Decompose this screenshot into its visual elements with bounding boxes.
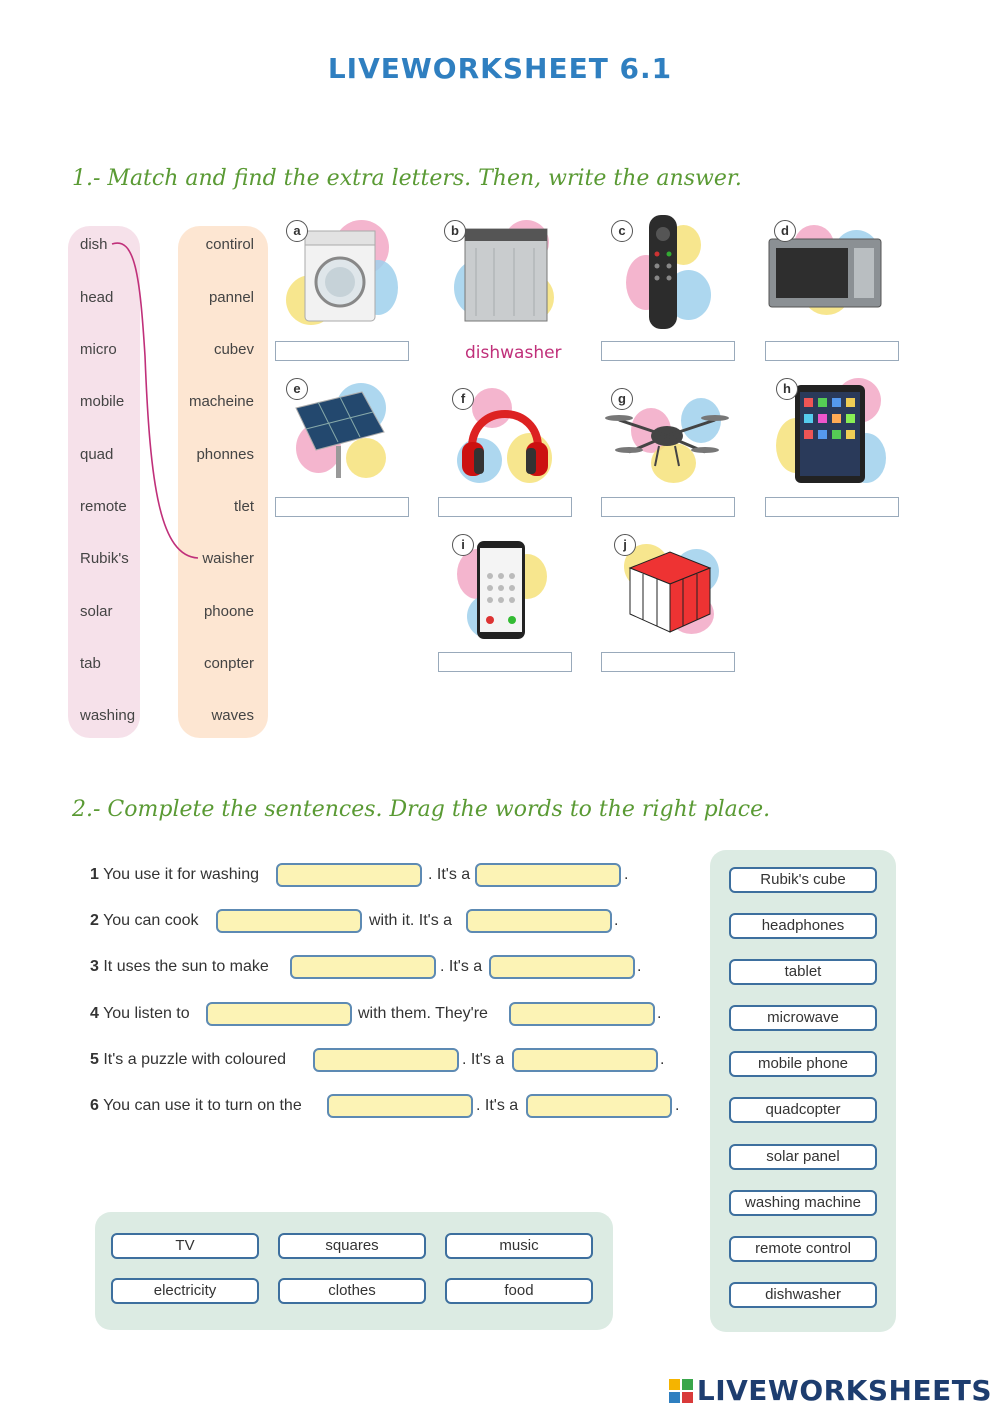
drag-chip[interactable]: headphones (729, 913, 877, 939)
drag-chip[interactable]: electricity (111, 1278, 259, 1304)
drag-chip[interactable]: mobile phone (729, 1051, 877, 1077)
card-letter: j (614, 534, 636, 556)
sentence-1-end: . (624, 866, 629, 883)
card-letter: e (286, 378, 308, 400)
sentence-3: 3 It uses the sun to make (90, 958, 269, 975)
sentence-1: 1 You use it for washing (90, 866, 260, 883)
blank-4b[interactable] (509, 1002, 655, 1026)
drag-chip[interactable]: solar panel (729, 1144, 877, 1170)
answer-input-a[interactable] (275, 341, 409, 361)
left-word[interactable]: micro (80, 341, 117, 358)
sentence-2-end: . (614, 912, 619, 929)
mobile-phone-icon (476, 540, 526, 640)
drag-chip[interactable]: clothes (278, 1278, 426, 1304)
drag-chip[interactable]: Rubik's cube (729, 867, 877, 893)
answer-b-text: dishwasher (465, 343, 562, 363)
card-b (444, 220, 554, 335)
left-word[interactable]: dish (80, 236, 108, 253)
right-word[interactable]: phonnes (196, 446, 254, 463)
answer-input-e[interactable] (275, 497, 409, 517)
sentence-3-end: . (637, 958, 642, 975)
sentence-6: 6 You can use it to turn on the (90, 1097, 302, 1114)
sentence-2: 2 You can cook (90, 912, 199, 929)
drag-chip[interactable]: microwave (729, 1005, 877, 1031)
object-word-bank (95, 1212, 613, 1330)
left-word[interactable]: solar (80, 603, 113, 620)
right-word[interactable]: conpter (203, 655, 254, 672)
answer-input-d[interactable] (765, 341, 899, 361)
rubiks-cube-icon (620, 548, 716, 636)
card-letter: a (286, 220, 308, 242)
right-word[interactable]: waves (211, 707, 254, 724)
blank-4a[interactable] (206, 1002, 352, 1026)
card-letter: b (444, 220, 466, 242)
right-word[interactable]: tlet (233, 498, 254, 515)
card-g (611, 388, 721, 503)
right-word[interactable]: cubev (213, 341, 254, 358)
blank-5a[interactable] (313, 1048, 459, 1072)
right-word[interactable]: contirol (205, 236, 254, 253)
card-d (774, 220, 884, 335)
washing-machine-icon (304, 230, 376, 322)
sentence-5: 5 It's a puzzle with coloured (90, 1051, 287, 1068)
card-j (614, 534, 724, 649)
drag-chip[interactable]: food (445, 1278, 593, 1304)
card-i (452, 534, 562, 649)
blank-1b[interactable] (475, 863, 621, 887)
right-word[interactable]: phoone (203, 603, 254, 620)
answer-input-c[interactable] (601, 341, 735, 361)
right-word[interactable]: pannel (208, 289, 254, 306)
sentence-4-mid: with them. They're (358, 1005, 488, 1022)
microwave-icon (768, 238, 882, 308)
quadcopter-icon (605, 406, 729, 468)
blank-3b[interactable] (489, 955, 635, 979)
sentence-6-end: . (675, 1097, 680, 1114)
answer-input-h[interactable] (765, 497, 899, 517)
tablet-icon (794, 384, 866, 484)
solar-panel-icon (292, 388, 386, 480)
drag-chip[interactable]: remote control (729, 1236, 877, 1262)
card-letter: i (452, 534, 474, 556)
blank-2a[interactable] (216, 909, 362, 933)
sentence-3-mid: . It's a (440, 958, 483, 975)
drag-chip[interactable]: dishwasher (729, 1282, 877, 1308)
sentence-1-mid: . It's a (428, 866, 471, 883)
right-word[interactable]: macheine (188, 393, 254, 410)
card-letter: f (452, 388, 474, 410)
headphones-icon (460, 392, 550, 482)
worksheet-title: LIVEWORKSHEET 6.1 (327, 52, 673, 85)
left-word[interactable]: Rubik's (80, 550, 129, 567)
drag-chip[interactable]: TV (111, 1233, 259, 1259)
remote-control-icon (647, 214, 679, 330)
left-word[interactable]: tab (80, 655, 101, 672)
drag-chip[interactable]: quadcopter (729, 1097, 877, 1123)
card-letter: g (611, 388, 633, 410)
liveworksheets-icon (669, 1379, 693, 1403)
exercise1-instruction: 1.- Match and find the extra letters. Then, write the answer. (72, 166, 742, 191)
left-word[interactable]: washing (80, 707, 136, 724)
right-word[interactable]: waisher (202, 550, 254, 567)
sentence-4-end: . (657, 1005, 662, 1022)
match-line (100, 236, 210, 576)
card-letter: h (776, 378, 798, 400)
left-word[interactable]: remote (80, 498, 127, 515)
blank-5b[interactable] (512, 1048, 658, 1072)
sentence-2-mid: with it. It's a (369, 912, 453, 929)
card-letter: c (611, 220, 633, 242)
answer-input-j[interactable] (601, 652, 735, 672)
dishwasher-icon (464, 228, 548, 323)
footer-text: LIVEWORKSHEETS (696, 1374, 992, 1407)
card-e (286, 378, 396, 493)
card-letter: d (774, 220, 796, 242)
blank-1a[interactable] (276, 863, 422, 887)
exercise2-instruction: 2.- Complete the sentences. Drag the words to the right place. (72, 797, 771, 822)
card-f (452, 388, 562, 503)
sentence-6-mid: . It's a (476, 1097, 519, 1114)
left-word[interactable]: mobile (80, 393, 125, 410)
liveworksheets-logo (669, 1374, 992, 1407)
card-h (776, 378, 886, 493)
answer-input-i[interactable] (438, 652, 572, 672)
card-a (286, 220, 396, 335)
blank-6a[interactable] (327, 1094, 473, 1118)
drag-chip[interactable]: tablet (729, 959, 877, 985)
left-word[interactable]: head (80, 289, 114, 306)
blank-6b[interactable] (526, 1094, 672, 1118)
sentence-4: 4 You listen to (90, 1005, 190, 1022)
sentence-5-end: . (660, 1051, 665, 1068)
drag-chip[interactable]: music (445, 1233, 593, 1259)
answer-input-g[interactable] (601, 497, 735, 517)
left-word[interactable]: quad (80, 446, 114, 463)
drag-chip[interactable]: washing machine (729, 1190, 877, 1216)
sentence-5-mid: . It's a (462, 1051, 505, 1068)
card-c (611, 220, 721, 335)
drag-chip[interactable]: squares (278, 1233, 426, 1259)
answer-input-f[interactable] (438, 497, 572, 517)
blank-3a[interactable] (290, 955, 436, 979)
blank-2b[interactable] (466, 909, 612, 933)
